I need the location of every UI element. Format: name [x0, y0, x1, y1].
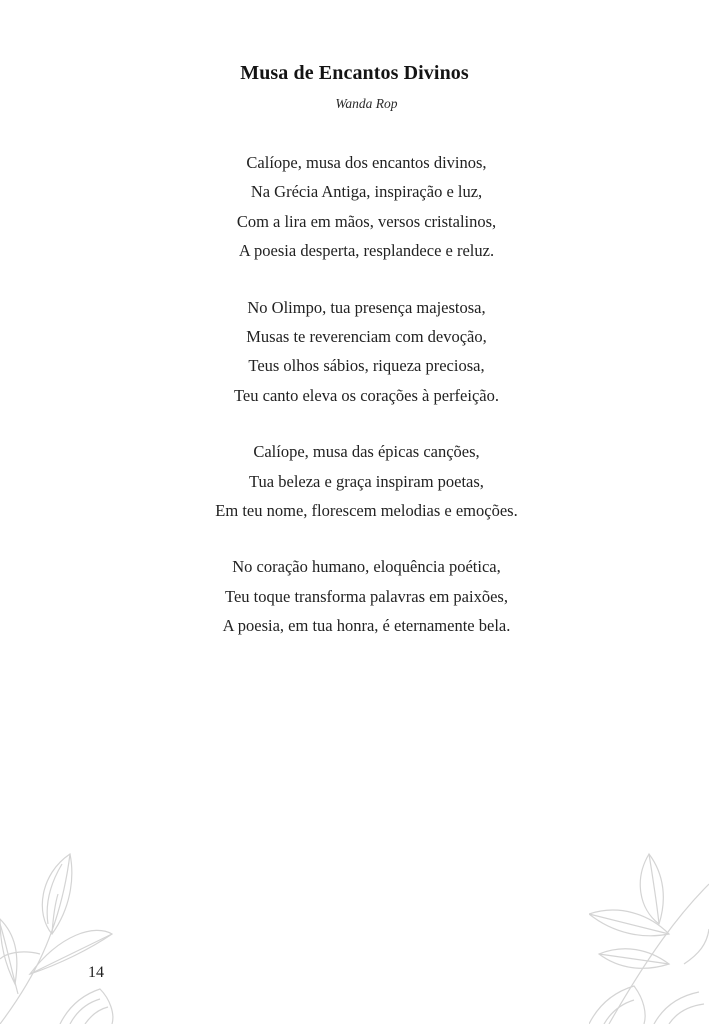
stanza: [0, 552, 709, 640]
poem-body: [0, 148, 709, 668]
poem-line: A poesia, em tua honra, é eternamente bela.: [222, 616, 511, 636]
poem-line: Musas te reverenciam com devoção,: [246, 327, 487, 347]
poem-line: Teu canto eleva os corações à perfeição.: [234, 385, 499, 405]
poem-title: Musa de Encantos Divinos: [240, 62, 469, 84]
poem-line: Em teu nome, florescem melodias e emoções.: [215, 501, 518, 521]
leaf-branch-left-icon: [0, 824, 150, 1024]
poem-line: Tua beleza e graça inspiram poetas,: [249, 471, 484, 491]
poem-line: Teus olhos sábios, riqueza preciosa,: [248, 356, 485, 376]
poem-line: Na Grécia Antiga, inspiração e luz,: [250, 182, 483, 202]
poem-line: Com a lira em mãos, versos cristalinos,: [236, 211, 497, 231]
poem-line: Calíope, musa dos encantos divinos,: [246, 153, 487, 172]
poem-line: No coração humano, eloquência poética,: [232, 557, 501, 577]
leaf-branch-right-icon: [589, 824, 709, 1024]
poem-line: Teu toque transforma palavras em paixões,: [225, 586, 508, 606]
stanza: [0, 148, 709, 266]
stanza: [0, 437, 709, 525]
stanza: [0, 293, 709, 411]
poem-line: Calíope, musa das épicas canções,: [253, 442, 480, 462]
poem-line: No Olimpo, tua presença majestosa,: [247, 297, 486, 317]
poem-author: Wanda Rop: [335, 96, 398, 111]
poem-line: A poesia desperta, resplandece e reluz.: [238, 241, 495, 261]
page-number: 14: [88, 964, 104, 981]
